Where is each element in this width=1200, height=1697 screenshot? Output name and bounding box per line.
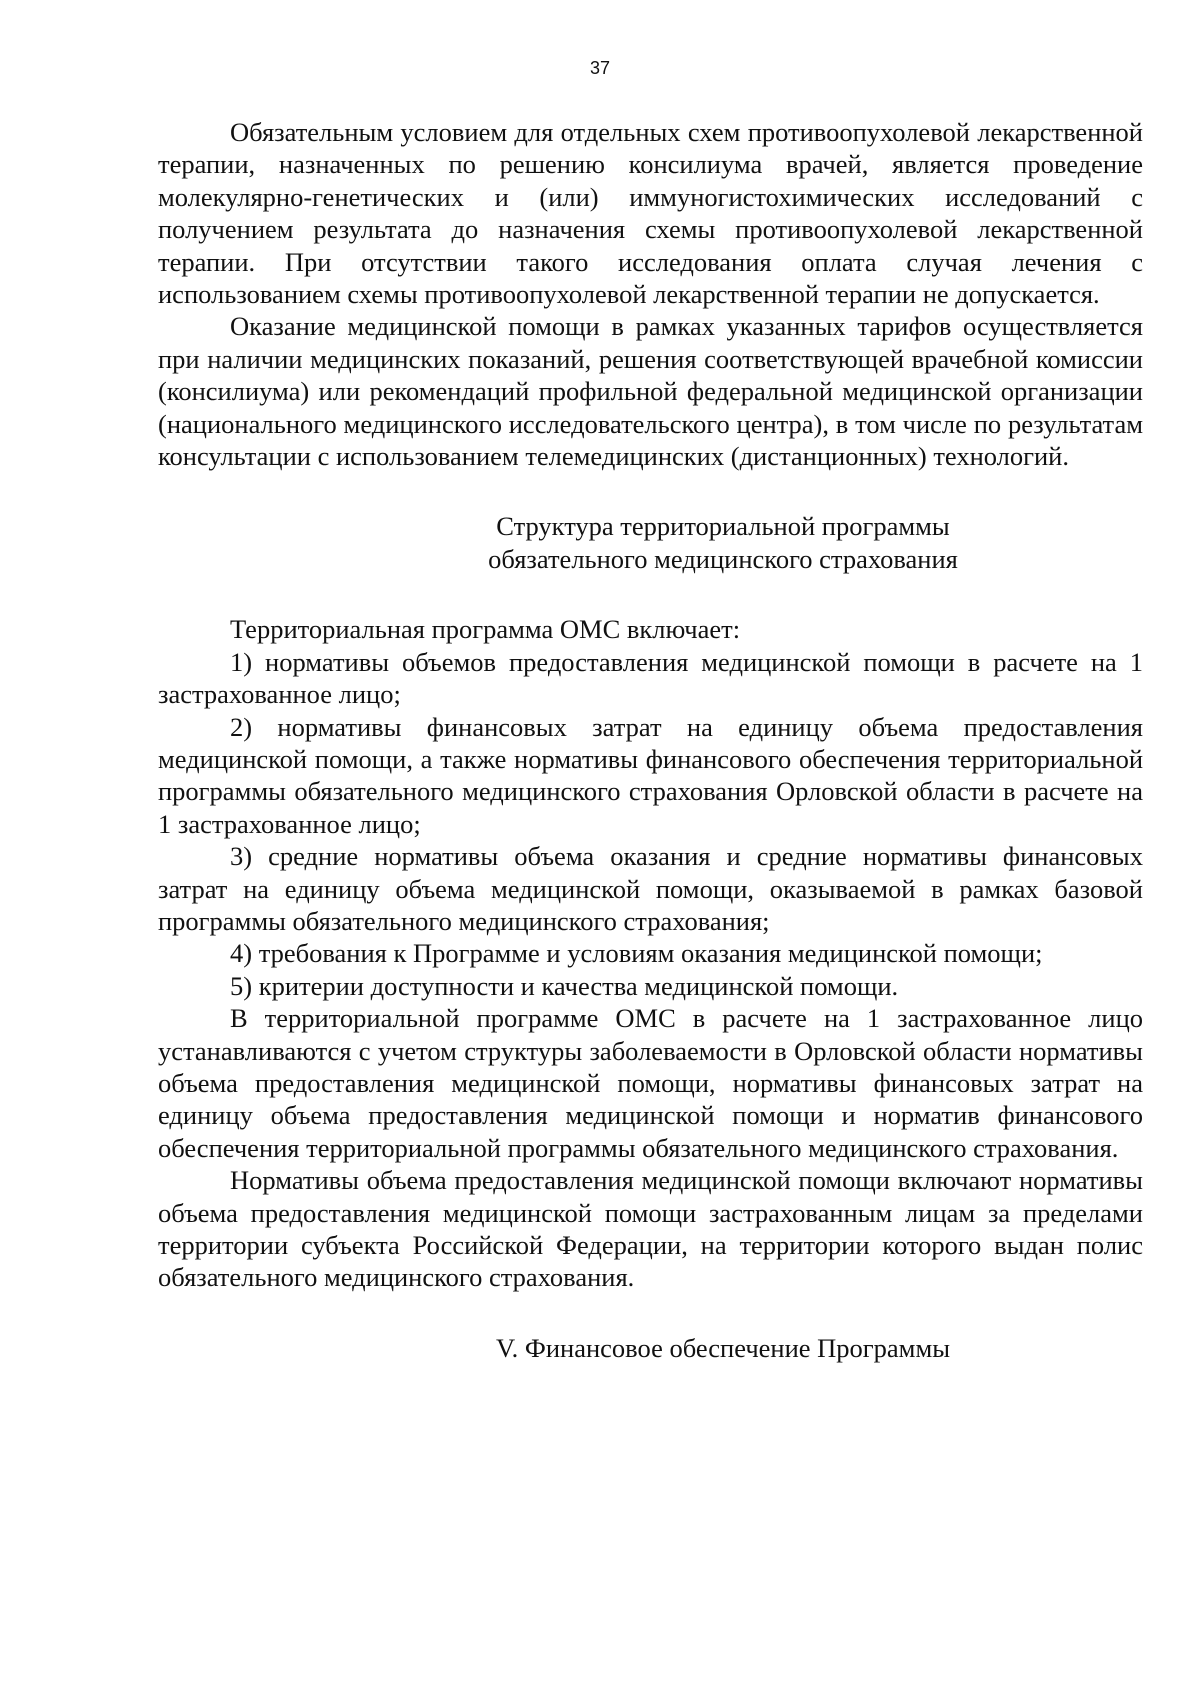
structure-heading-line-2: обязательного медицинского страхования	[488, 543, 958, 574]
structure-heading	[158, 510, 1143, 575]
list-item-3: 3) средние нормативы объема оказания и средние нормативы финансовых затрат на единицу объема медицинской помощи, оказываемой в рамках базовой программы обязательного медицинского страхования;	[158, 841, 1143, 936]
paragraph-normatives-include: Нормативы объема предоставления медицинской помощи включают нормативы объема предоставления медицинской помощи застрахованным лицам за пределами территории субъекта Российской Федерации, на территории которого выдан полис обязательного медицинского страхования.	[158, 1165, 1143, 1293]
paragraph-oncology-conditions: Обязательным условием для отдельных схем противоопухолевой лекарственной терапии, назначенных по решению консилиума врачей, является проведение молекулярно-генетических и (или) иммуногистохимических исследований с получением результата до назначения схемы противоопухолевой лекарственной терапии. При отсутствии такого исследования оплата случая лечения с использованием схемы противоопухолевой лекарственной терапии не допускается.	[158, 117, 1143, 310]
section-heading-financing: V. Финансовое обеспечение Программы	[495, 1332, 951, 1363]
structure-heading-line-1: Структура территориальной программы	[496, 511, 950, 542]
document-body	[158, 116, 1143, 1364]
list-item-4: 4) требования к Программе и условиям оказания медицинской помощи;	[230, 938, 1043, 969]
page-number: 37	[589, 58, 611, 78]
paragraph-care-provision: Оказание медицинской помощи в рамках указанных тарифов осуществляется при наличии медицинских показаний, решения соответствующей врачебной комиссии (консилиума) или рекомендаций профильной федеральной медицинской организации (национального медицинского исследовательского центра), в том числе по результатам консультации с использованием телемедицинских (дистанционных) технологий.	[158, 311, 1143, 472]
list-item-5: 5) критерии доступности и качества медицинской помощи.	[230, 970, 899, 1001]
list-item-1: 1) нормативы объемов предоставления медицинской помощи в расчете на 1 застрахованное лицо;	[158, 646, 1143, 710]
list-item-2: 2) нормативы финансовых затрат на единицу объема предоставления медицинской помощи, а также нормативы финансового обеспечения территориальной программы обязательного медицинского страхования Орловской области в расчете на 1 застрахованное лицо;	[158, 711, 1143, 839]
paragraph-normatives-established: В территориальной программе ОМС в расчете на 1 застрахованное лицо устанавливаются с учетом структуры заболеваемости в Орловской области нормативы объема предоставления медицинской помощи, нормативы финансовых затрат на единицу объема предоставления медицинской помощи и норматив финансового обеспечения территориальной программы обязательного медицинского страхования.	[158, 1003, 1143, 1163]
paragraph-program-includes: Территориальная программа ОМС включает:	[230, 614, 741, 645]
